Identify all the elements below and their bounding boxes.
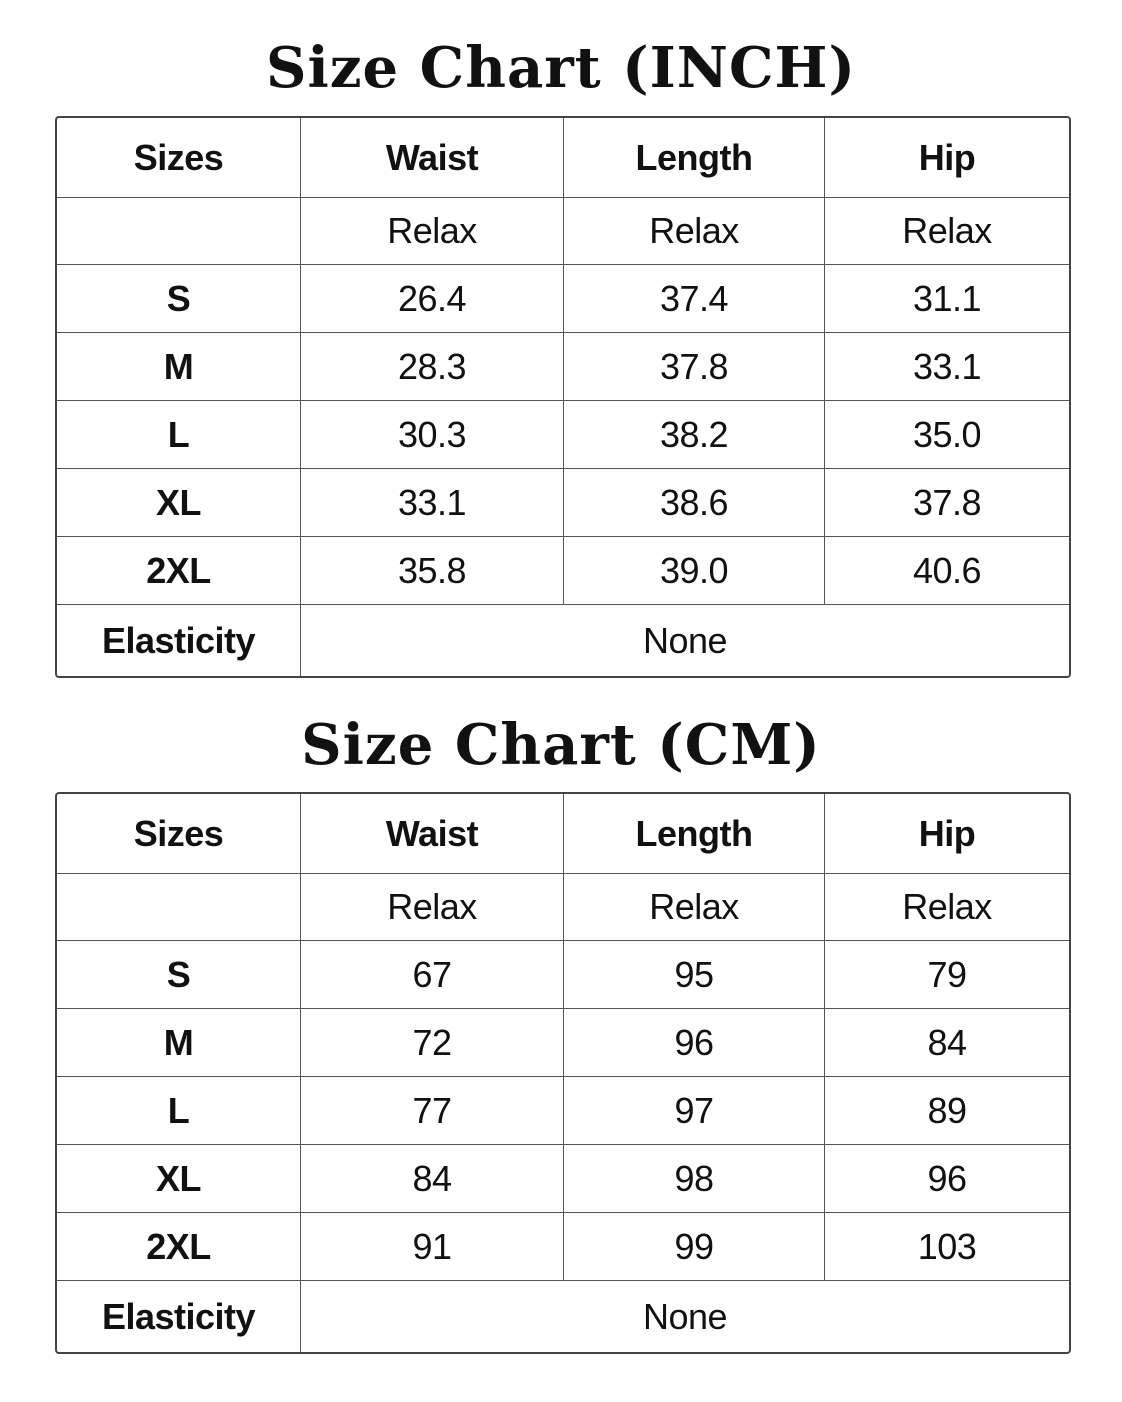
size-cell: XL (57, 469, 301, 537)
table-row (57, 941, 1069, 1009)
size-cell: XL (57, 1145, 301, 1213)
length-cell: 39.0 (564, 537, 825, 605)
waist-cell: 28.3 (301, 333, 564, 401)
size-cell: 2XL (57, 537, 301, 605)
hip-cell: 35.0 (825, 401, 1069, 469)
size-cell: L (57, 401, 301, 469)
subheader-waist: Relax (301, 198, 564, 265)
size-cell: S (57, 265, 301, 333)
waist-cell: 30.3 (301, 401, 564, 469)
subheader-hip: Relax (825, 874, 1069, 941)
subheader-waist: Relax (301, 874, 564, 941)
inch-size-table (55, 116, 1071, 678)
hip-cell: 37.8 (825, 469, 1069, 537)
table-subheader-row (57, 874, 1069, 941)
subheader-sizes (57, 874, 301, 941)
table-row (57, 1009, 1069, 1077)
size-cell: M (57, 1009, 301, 1077)
length-cell: 37.8 (564, 333, 825, 401)
hip-cell: 31.1 (825, 265, 1069, 333)
waist-cell: 72 (301, 1009, 564, 1077)
hip-cell: 96 (825, 1145, 1069, 1213)
hip-cell: 84 (825, 1009, 1069, 1077)
length-cell: 96 (564, 1009, 825, 1077)
header-sizes: Sizes (57, 794, 301, 874)
size-cell: S (57, 941, 301, 1009)
size-cell: M (57, 333, 301, 401)
elasticity-label: Elasticity (57, 605, 301, 676)
table-row (57, 1145, 1069, 1213)
waist-cell: 33.1 (301, 469, 564, 537)
hip-cell: 33.1 (825, 333, 1069, 401)
elasticity-value: None (642, 1295, 728, 1337)
waist-cell: 35.8 (301, 537, 564, 605)
elasticity-row (57, 605, 1069, 676)
table-row (57, 333, 1069, 401)
hip-cell: 79 (825, 941, 1069, 1009)
size-cell: L (57, 1077, 301, 1145)
elasticity-value: None (642, 619, 728, 661)
hip-cell: 103 (825, 1213, 1069, 1281)
cm-chart-title: Size Chart (CM) (301, 712, 821, 778)
length-cell: 98 (564, 1145, 825, 1213)
header-length: Length (564, 794, 825, 874)
header-waist: Waist (301, 118, 564, 198)
waist-cell: 91 (301, 1213, 564, 1281)
waist-cell: 67 (301, 941, 564, 1009)
hip-cell: 40.6 (825, 537, 1069, 605)
table-row (57, 265, 1069, 333)
header-waist: Waist (301, 794, 564, 874)
table-header-row (57, 794, 1069, 874)
subheader-length: Relax (564, 198, 825, 265)
length-cell: 99 (564, 1213, 825, 1281)
length-cell: 38.6 (564, 469, 825, 537)
length-cell: 97 (564, 1077, 825, 1145)
table-subheader-row (57, 198, 1069, 265)
subheader-length: Relax (564, 874, 825, 941)
header-hip: Hip (825, 118, 1069, 198)
elasticity-label: Elasticity (57, 1281, 301, 1352)
hip-cell: 89 (825, 1077, 1069, 1145)
waist-cell: 84 (301, 1145, 564, 1213)
waist-cell: 77 (301, 1077, 564, 1145)
length-cell: 38.2 (564, 401, 825, 469)
subheader-hip: Relax (825, 198, 1069, 265)
size-cell: 2XL (57, 1213, 301, 1281)
length-cell: 37.4 (564, 265, 825, 333)
table-row (57, 469, 1069, 537)
table-row (57, 537, 1069, 605)
cm-size-table (55, 792, 1071, 1354)
subheader-sizes (57, 198, 301, 265)
header-sizes: Sizes (57, 118, 301, 198)
table-row (57, 1213, 1069, 1281)
header-length: Length (564, 118, 825, 198)
table-row (57, 1077, 1069, 1145)
table-header-row (57, 118, 1069, 198)
header-hip: Hip (825, 794, 1069, 874)
waist-cell: 26.4 (301, 265, 564, 333)
elasticity-row (57, 1281, 1069, 1352)
length-cell: 95 (564, 941, 825, 1009)
inch-chart-title: Size Chart (INCH) (266, 35, 856, 101)
table-row (57, 401, 1069, 469)
